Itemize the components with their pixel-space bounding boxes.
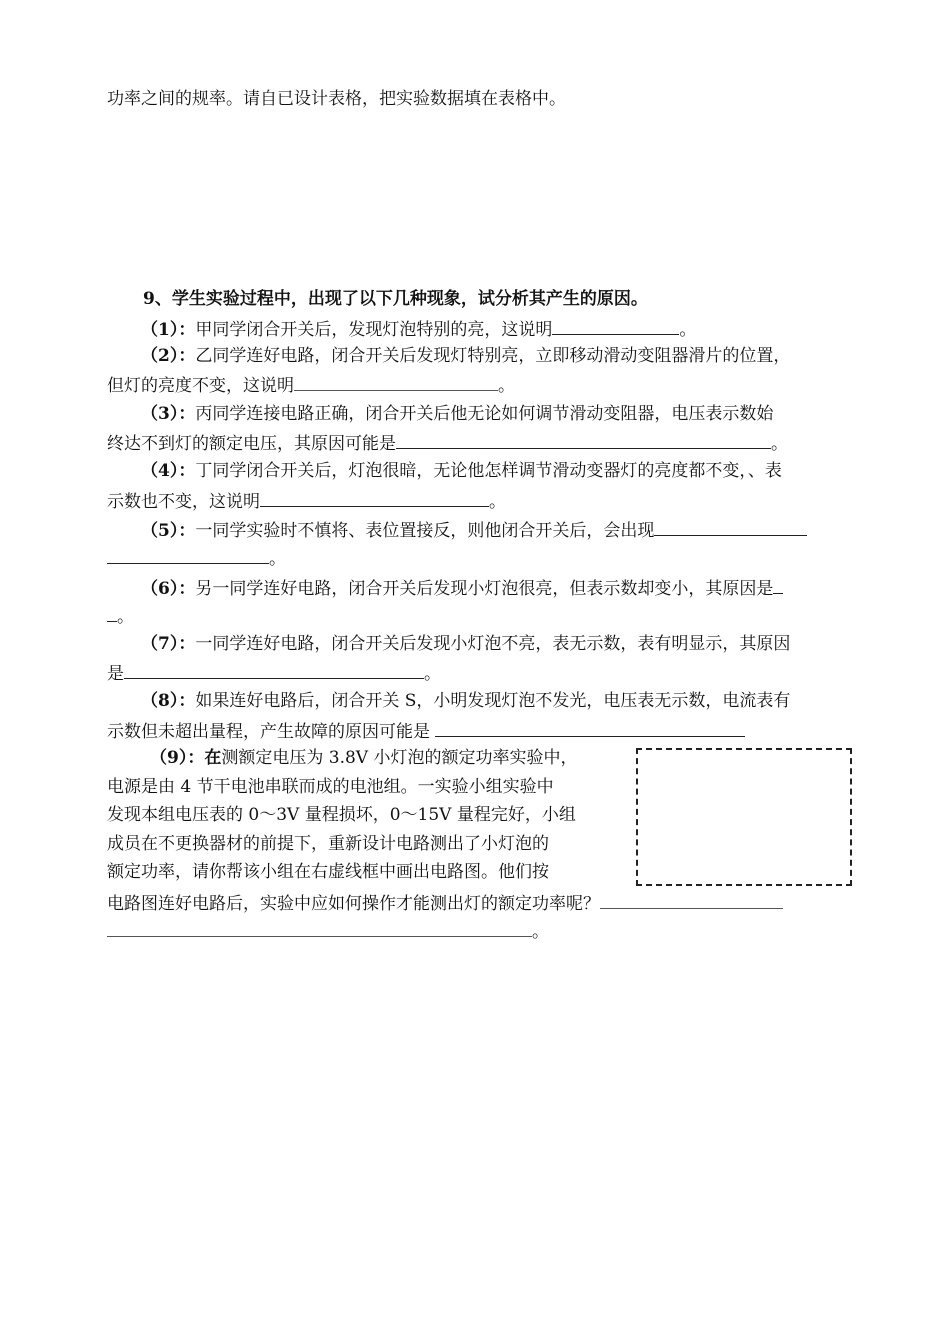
item-text: 一同学连好电路，闭合开关后发现小灯泡不亮，表无示数，表有明显示，其原因 [195, 634, 791, 654]
item-text: 丁同学闭合开关后，灯泡很暗，无论他怎样调节滑动变器灯的亮度都不变，、表 [195, 461, 782, 481]
item-number: （9） [150, 748, 188, 768]
item-number: （6） [141, 579, 179, 599]
item-text: 一同学实验时不慎将、表位置接反，则他闭合开关后，会出现 [195, 521, 655, 541]
answer-blank[interactable] [435, 720, 745, 737]
answer-blank[interactable] [600, 892, 783, 909]
sub-question-5: （5）：一同学实验时不慎将、表位置接反，则他闭合开关后，会出现 [141, 519, 807, 541]
sub-question-4-cont: 示数也不变，这说明 。 [107, 492, 506, 512]
item-text: 测额定电压为 3.8V 小灯泡的额定功率实验中， [221, 748, 578, 768]
sub-question-2-cont: 但灯的亮度不变，这说明 。 [107, 376, 515, 396]
answer-blank[interactable] [396, 432, 771, 449]
item-number: （8） [141, 691, 179, 711]
item-number: （2） [141, 346, 179, 366]
sub-question-9-line-6: 电路图连好电路后，实验中应如何操作才能测出灯的额定功率呢？ [107, 892, 783, 914]
answer-blank[interactable] [294, 374, 498, 391]
sub-question-7: （7）：一同学连好电路，闭合开关后发现小灯泡不亮，表无示数，表有明显示，其原因 [141, 634, 791, 654]
item-text: 甲同学闭合开关后，发现灯泡特别的亮，这说明 [195, 320, 553, 340]
sub-question-9-line-4: 成员在不更换器材的前提下，重新设计电路测出了小灯泡的 [107, 834, 549, 854]
sub-question-6: （6）：另一同学连好电路，闭合开关后发现小灯泡很亮，但表示数却变小，其原因是 [141, 577, 783, 599]
question-9-title: 9、学生实验过程中，出现了以下几种现象，试分析其产生的原因。 [143, 289, 648, 309]
item-number: （5） [141, 521, 179, 541]
sub-question-5-cont: 。 [107, 547, 286, 569]
answer-blank[interactable] [107, 920, 532, 937]
sub-question-3: （3）：丙同学连接电路正确，闭合开关后他无论如何调节滑动变阻器，电压表示数始 [141, 404, 774, 424]
sub-question-6-cont: 。 [107, 605, 134, 627]
item-number: （7） [141, 634, 179, 654]
sub-question-9: （9）：在测额定电压为 3.8V 小灯泡的额定功率实验中， [150, 748, 578, 768]
answer-blank[interactable] [260, 490, 489, 507]
sub-question-9-line-3: 发现本组电压表的 0～3V 量程损坏，0～15V 量程完好，小组 [107, 805, 576, 825]
item-text: 另一同学连好电路，闭合开关后发现小灯泡很亮，但表示数却变小，其原因是 [195, 579, 774, 599]
sub-question-9-line-5: 额定功率，请你帮该小组在右虚线框中画出电路图。他们按 [107, 862, 549, 882]
intro-line: 功率之间的规率。请自已设计表格，把实验数据填在表格中。 [107, 89, 566, 109]
answer-blank[interactable] [773, 577, 783, 594]
item-number: （4） [141, 461, 179, 481]
sub-question-2: （2）：乙同学连好电路，闭合开关后发现灯特别亮，立即移动滑动变阻器滑片的位置， [141, 346, 791, 366]
item-number: （3） [141, 404, 179, 424]
sub-question-3-cont: 终达不到灯的额定电压，其原因可能是 。 [107, 434, 788, 454]
circuit-diagram-box[interactable] [636, 748, 852, 886]
item-text: 丙同学连接电路正确，闭合开关后他无论如何调节滑动变阻器，电压表示数始 [195, 404, 774, 424]
sub-question-9-line-2: 电源是由 4 节干电池串联而成的电池组。一实验小组实验中 [107, 777, 554, 797]
sub-question-1: （1）：甲同学闭合开关后，发现灯泡特别的亮，这说明 。 [141, 320, 697, 340]
answer-blank[interactable] [654, 519, 807, 536]
item-number: （1） [141, 320, 179, 340]
item-text: 乙同学连好电路，闭合开关后发现灯特别亮，立即移动滑动变阻器滑片的位置， [195, 346, 791, 366]
sub-question-9-line-7: 。 [107, 920, 549, 942]
answer-blank[interactable] [552, 318, 679, 335]
answer-blank[interactable] [107, 547, 269, 564]
sub-question-7-cont: 是 。 [107, 664, 441, 684]
sub-question-8-cont: 示数但未超出量程，产生故障的原因可能是 [107, 720, 745, 742]
sub-question-4: （4）：丁同学闭合开关后，灯泡很暗，无论他怎样调节滑动变器灯的亮度都不变，、表 [141, 461, 782, 481]
answer-blank[interactable] [107, 605, 117, 622]
item-text: 如果连好电路后，闭合开关 S，小明发现灯泡不发光，电压表无示数，电流表有 [195, 691, 791, 711]
answer-blank[interactable] [124, 662, 424, 679]
sub-question-8: （8）：如果连好电路后，闭合开关 S，小明发现灯泡不发光，电压表无示数，电流表有 [141, 691, 791, 711]
